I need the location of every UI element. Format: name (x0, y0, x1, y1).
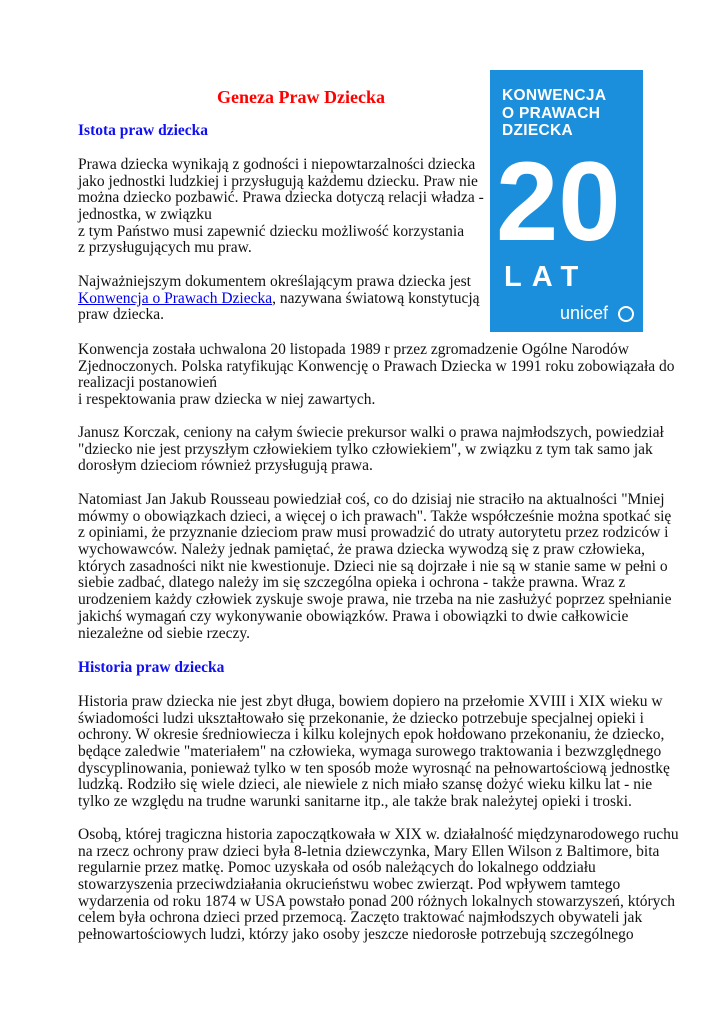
badge-line: O PRAWACH (502, 104, 601, 122)
paragraph-historia-1 (78, 694, 670, 811)
text-line: z tym Państwo musi zapewnić dziecku możliwość korzystania (78, 222, 465, 240)
text-line: praw dziecka. (78, 306, 165, 324)
paragraph-historia-2 (78, 827, 679, 944)
text-line: Najważniejszym dokumentem określającym prawa dziecka jest (78, 273, 471, 290)
text-line: jakichś wymagań czy wykonywanie obowiązków. Prawa i obowiązki to dwie całkowicie (78, 607, 629, 625)
text-line: niezależne od siebie rzeczy. (78, 624, 250, 642)
text-line: stowarzyszenia przeciwdziałania okrucieństwu wobec zwierząt. Pod wpływem tamtego (78, 876, 621, 894)
badge-number: 20 (496, 139, 621, 264)
text-line: urodzeniem każdy człowiek zyskuje swoje prawa, nie trzeba na nie zasłużyć poprzez spełnianie (78, 591, 672, 609)
text-line: realizacji postanowień (78, 374, 218, 392)
unicef-globe-icon (618, 306, 634, 322)
konwencja-link[interactable]: Konwencja o Prawach Dziecka (78, 289, 273, 307)
text-line: Konwencja została uchwalona 20 listopada 1989 r przez zgromadzenie Ogólne Narodów (78, 341, 629, 358)
text-line: "dziecko nie jest przyszłym człowiekiem tylko człowiekiem", w związku z tym tak samo jak (78, 440, 653, 458)
page-title: Geneza Praw Dziecka (217, 87, 385, 107)
badge-heading (502, 87, 606, 140)
section-heading-historia: Historia praw dziecka (78, 659, 225, 676)
text-line: Osobą, której tragiczna historia zapoczątkowała w XIX w. działalność międzynarodowego ruchu (78, 826, 679, 843)
text-line: dyscyplinowania, ponieważ tylko w ten sposób może wyrosnąć na pełnowartościową jednostkę (78, 759, 670, 777)
paragraph-istota-1 (78, 157, 484, 257)
badge-line: DZIECKA (502, 122, 573, 139)
text-line: będące zaledwie "materiałem" na człowieka, wymaga surowego traktowania i bezwzględnego (78, 743, 662, 761)
badge-line: KONWENCJA (502, 87, 607, 104)
text-line: pełnowartościowych ludzi, którzy jako osoby jeszcze niedorosłe potrzebują szczególnego (78, 926, 634, 944)
paragraph-istota-3 (78, 342, 675, 409)
text-line: jednostka, w związku (78, 206, 212, 224)
text-line: jako jednostki ludzkiej i przysługują każdemu dziecku. Praw nie (78, 172, 478, 190)
text-line: mówmy o obowiązkach dzieci, a więcej o ich prawach". Także współcześnie można spotkać się (78, 507, 672, 525)
text-line: na rzecz ochrony praw dzieci była 8-letnia dziewczynka, Mary Ellen Wilson z Baltimore, bita (78, 842, 660, 860)
text-line: ludzką. Rodziło się wiele dzieci, ale niewiele z nich miało szansę dożyć wieku kilku lat - nie (78, 776, 653, 794)
text-line: z przysługujących mu praw. (78, 239, 252, 257)
text-span: , nazywana światową konstytucją (272, 289, 480, 307)
text-line: wychowawców. Należy jednak pamiętać, że prawa dziecka wywodzą się z praw człowieka, (78, 541, 646, 559)
text-line: regularnie przez matkę. Pomoc uzyskała od osób należących do lokalnego oddziału (78, 859, 596, 877)
text-line: z opiniami, że przyznanie dzieciom praw musi prowadzić do utraty autorytetu przez rodziców i (78, 524, 669, 542)
text-line: tylko ze względu na trudne warunki sanitarne itp., ale także brak należytej opieki i troski. (78, 793, 632, 811)
text-line: których zasadności nikt nie kwestionuje. Dzieci nie są dojrzałe i nie są w stanie same w pełni o (78, 557, 668, 575)
text-line: celem była ochrona dzieci przed przemocą. Zaczęto traktować najmłodszych obywateli jak (78, 909, 643, 927)
text-line: można dziecko pozbawić. Prawa dziecka dotyczą relacji władza - (78, 189, 484, 207)
text-line: Historia praw dziecka nie jest zbyt długa, bowiem dopiero na przełomie XVIII i XIX wieku w (78, 693, 663, 710)
text-line: Natomiast Jan Jakub Rousseau powiedział coś, co do dzisiaj nie straciło na aktualności "Mniej (78, 491, 665, 508)
unicef-20-years-badge-image (490, 70, 643, 332)
text-line: siebie zadbać, dlatego należy im się szczególna opieka i ochrona - także prawna. Wraz z (78, 574, 626, 592)
text-line: i respektowania praw dziecka w niej zawartych. (78, 391, 376, 409)
text-line: Zjednoczonych. Polska ratyfikując Konwencję o Prawach Dziecka w 1991 roku zobowiązała do (78, 357, 675, 375)
badge-years: LAT (504, 261, 589, 293)
text-line: Prawa dziecka wynikają z godności i niepowtarzalności dziecka (78, 156, 476, 173)
text-line: wydarzenia od roku 1874 w USA powstało ponad 200 różnych lokalnych stowarzyszeń, których (78, 892, 676, 910)
paragraph-istota-2 (78, 274, 480, 324)
section-heading-istota: Istota praw dziecka (78, 122, 209, 139)
unicef-logo-text: unicef (560, 303, 609, 323)
paragraph-istota-5 (78, 492, 671, 642)
text-line: świadomości ludzi ukształtowało się przekonanie, że dziecko potrzebuje specjalnej opieki i (78, 709, 644, 727)
text-line: dorosłym dzieciom również przysługują prawa. (78, 457, 373, 475)
text-line: Janusz Korczak, ceniony na całym świecie prekursor walki o prawa najmłodszych, powiedział (78, 424, 664, 441)
paragraph-istota-4 (78, 425, 664, 475)
text-line (78, 291, 480, 308)
text-line: ochrony. W okresie średniowiecza i kilku kolejnych epok hołdowano przekonaniu, że dziecko, (78, 726, 665, 744)
